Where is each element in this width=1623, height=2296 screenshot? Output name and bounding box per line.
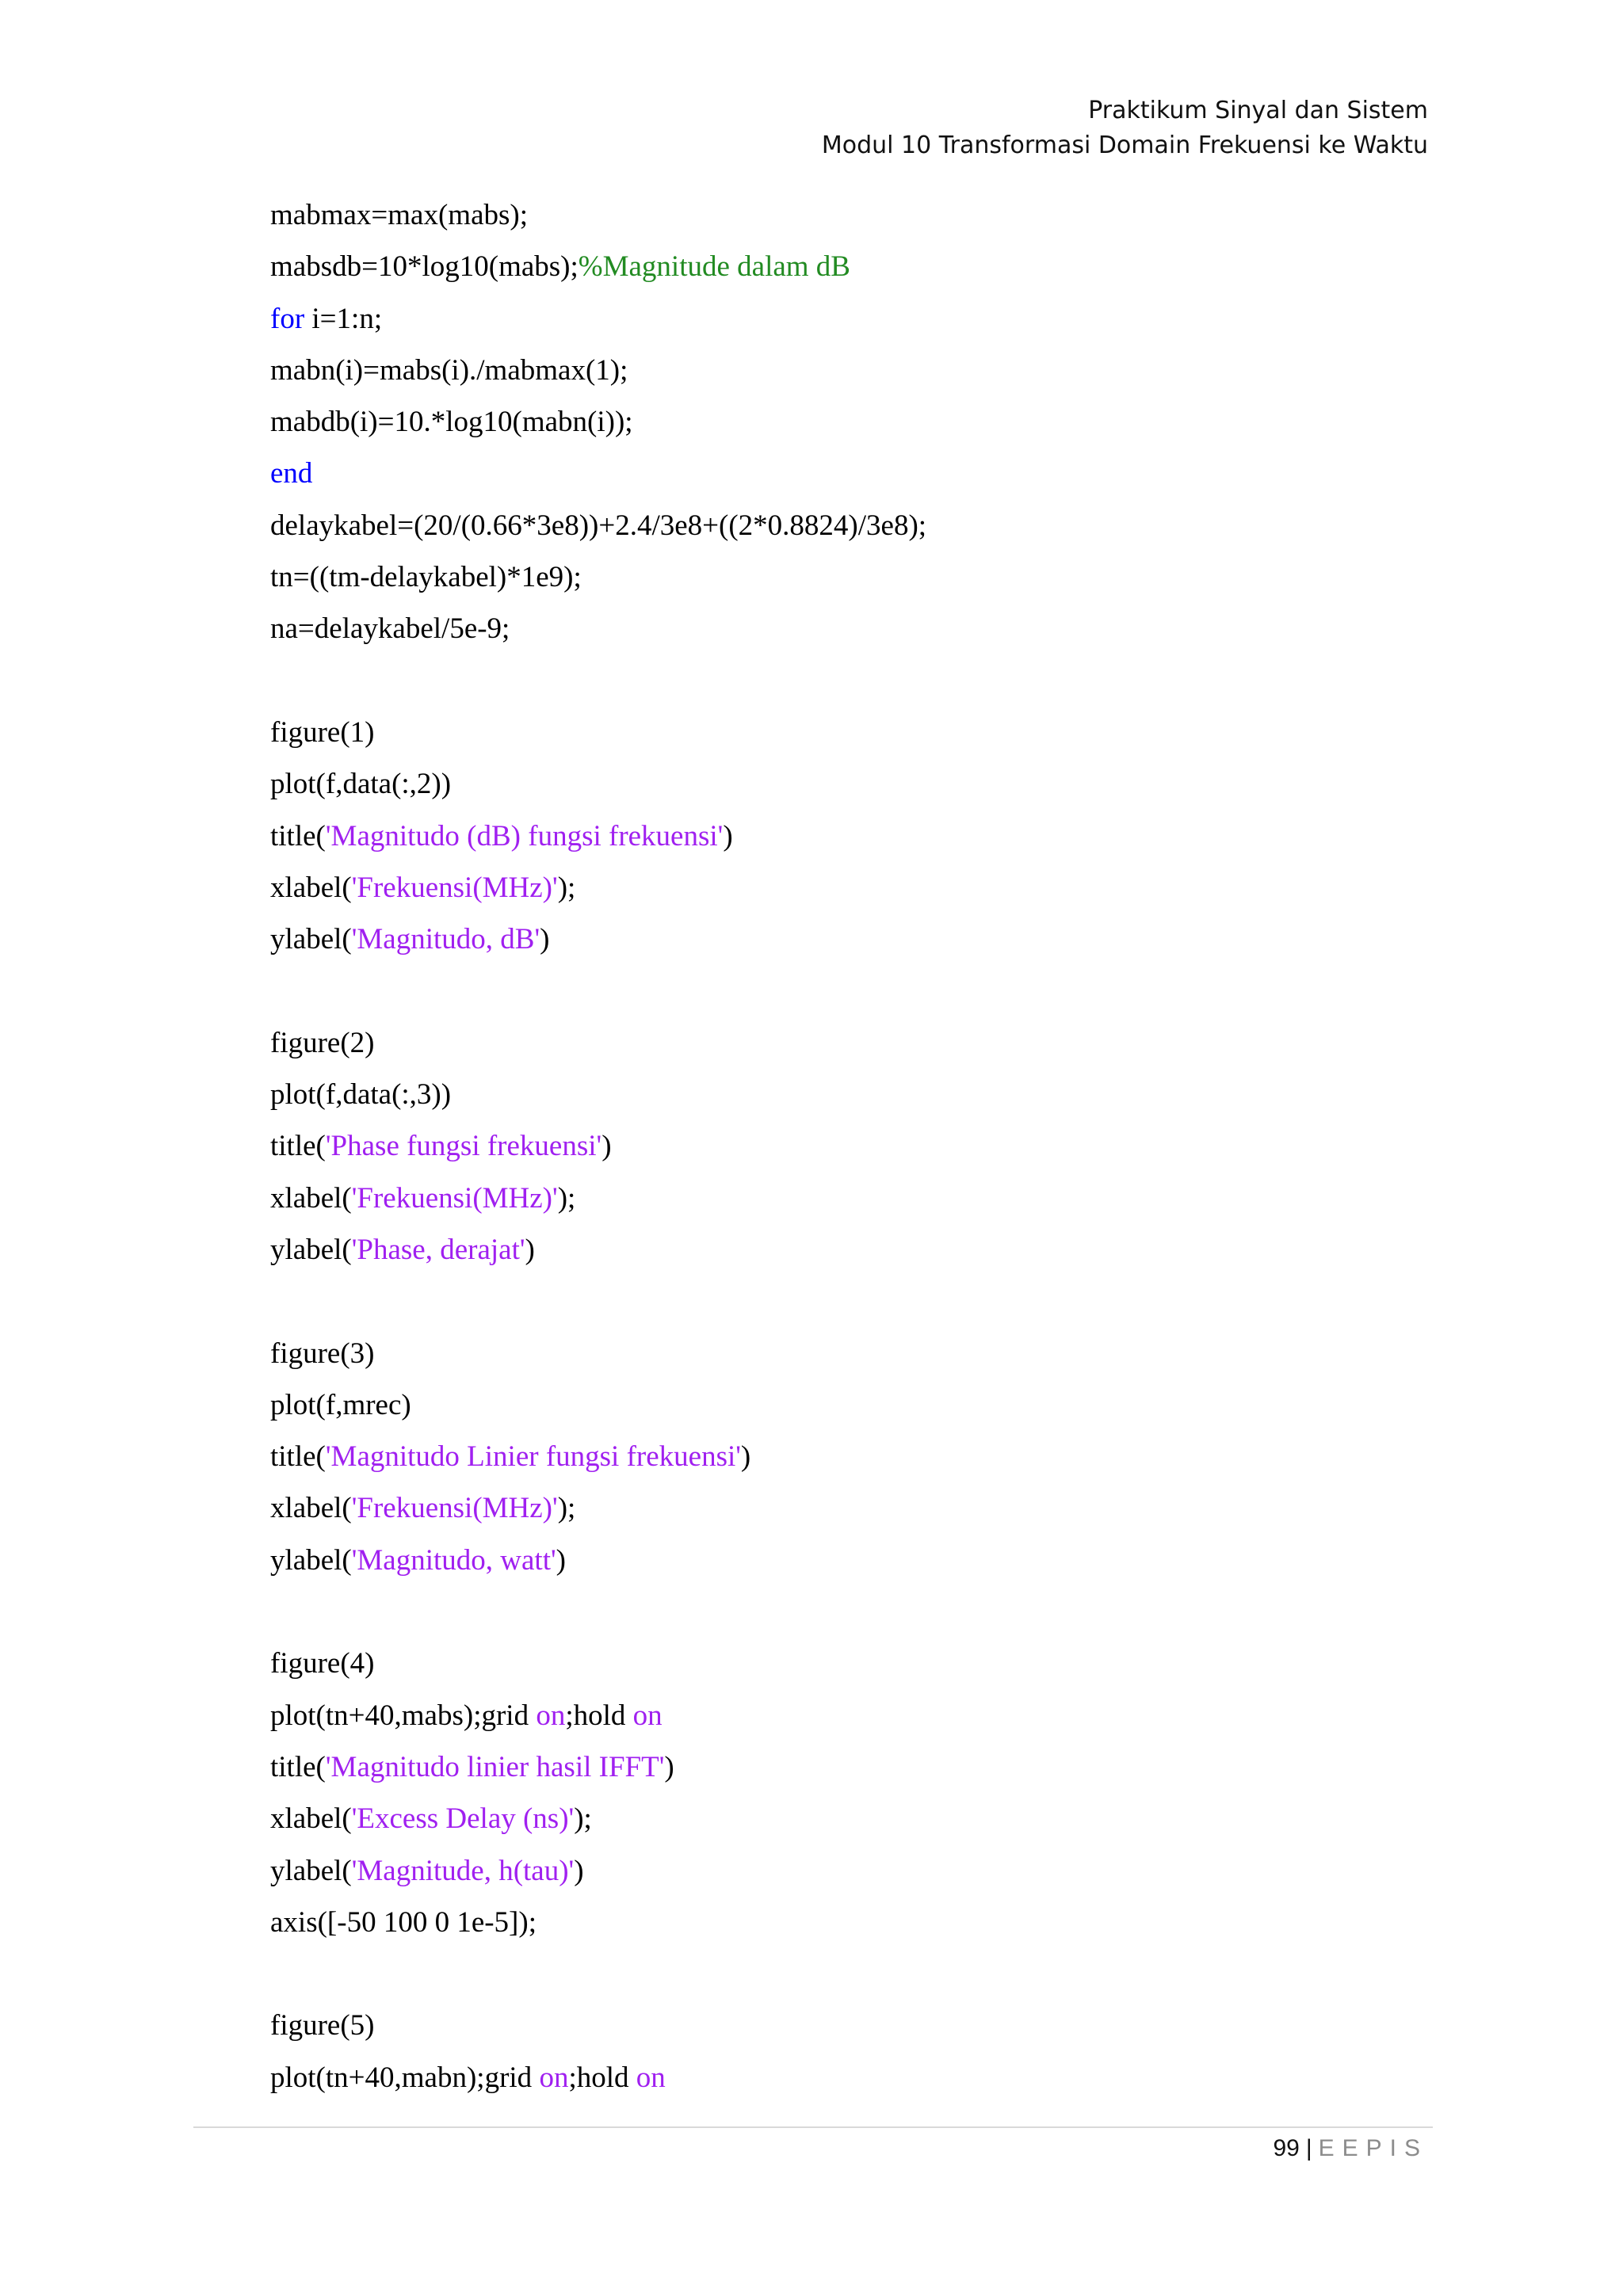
code-line xyxy=(270,1848,1459,1899)
code-text: figure(2) xyxy=(270,1026,375,1059)
code-text: ylabel( xyxy=(270,923,352,956)
code-line xyxy=(270,347,1459,399)
code-text: i=1:n; xyxy=(304,302,383,335)
code-text: ) xyxy=(525,1233,535,1266)
code-string: 'Magnitudo Linier fungsi frekuensi' xyxy=(325,1440,741,1474)
code-line xyxy=(270,1175,1459,1226)
code-line xyxy=(270,709,1459,761)
code-text: ylabel( xyxy=(270,1233,352,1266)
code-text: ) xyxy=(664,1750,674,1783)
code-string: 'Excess Delay (ns)' xyxy=(351,1802,575,1836)
code-text: mabmax=max(mabs); xyxy=(270,199,528,231)
code-text: mabsdb=10*log10(mabs); xyxy=(270,250,579,284)
code-text: xlabel( xyxy=(270,871,352,904)
code-text: ) xyxy=(723,819,733,852)
page-header xyxy=(822,93,1428,163)
code-text: xlabel( xyxy=(270,1802,352,1836)
code-text: ); xyxy=(557,871,576,904)
blank-line xyxy=(270,967,1459,1019)
code-line xyxy=(270,1485,1459,1536)
footer-separator: | xyxy=(1305,2135,1312,2161)
code-string: 'Magnitude, h(tau)' xyxy=(351,1854,575,1887)
blank-line xyxy=(270,658,1459,709)
blank-line xyxy=(270,1278,1459,1329)
code-line xyxy=(270,2002,1459,2054)
code-text: ) xyxy=(740,1440,751,1474)
code-line xyxy=(270,450,1459,502)
code-text: ;hold xyxy=(565,1699,633,1732)
code-text: ); xyxy=(557,1181,576,1215)
footer-divider xyxy=(193,2126,1433,2128)
code-text: ;hold xyxy=(568,2061,636,2094)
code-keyword: end xyxy=(270,457,313,490)
code-line xyxy=(270,1744,1459,1795)
code-text: plot(f,mrec) xyxy=(270,1388,411,1421)
page-number: 99 xyxy=(1273,2135,1300,2161)
code-listing xyxy=(270,192,1459,2106)
footer-brand: EEPIS xyxy=(1318,2135,1428,2161)
code-text: plot(tn+40,mabs);grid xyxy=(270,1699,537,1732)
code-line xyxy=(270,502,1459,554)
code-string: 'Frekuensi(MHz)' xyxy=(351,1181,558,1215)
page-footer xyxy=(1273,2131,1428,2166)
code-text: title( xyxy=(270,819,326,852)
code-line xyxy=(270,296,1459,347)
code-text: mabn(i)=mabs(i)./mabmax(1); xyxy=(270,353,628,387)
code-line xyxy=(270,192,1459,243)
code-line xyxy=(270,813,1459,864)
code-string: on xyxy=(536,1699,566,1732)
code-line xyxy=(270,605,1459,657)
code-string: on xyxy=(539,2061,569,2094)
code-text: figure(5) xyxy=(270,2009,375,2042)
code-text: mabdb(i)=10.*log10(mabn(i)); xyxy=(270,406,633,439)
code-string: 'Phase, derajat' xyxy=(351,1233,525,1266)
code-text: ) xyxy=(556,1543,566,1577)
code-text: tn=((tm-delaykabel)*1e9); xyxy=(270,561,582,594)
code-text: figure(1) xyxy=(270,715,375,749)
code-line xyxy=(270,399,1459,450)
code-line xyxy=(270,1692,1459,1744)
code-line xyxy=(270,1899,1459,1951)
code-string: 'Phase fungsi frekuensi' xyxy=(325,1130,602,1163)
code-text: figure(3) xyxy=(270,1337,375,1370)
code-line xyxy=(270,916,1459,967)
code-text: plot(tn+40,mabn);grid xyxy=(270,2061,540,2094)
code-text: ) xyxy=(574,1854,584,1887)
header-module-title: Modul 10 Transformasi Domain Frekuensi ke Waktu xyxy=(821,132,1428,159)
code-string: on xyxy=(632,1699,663,1732)
code-text: title( xyxy=(270,1130,326,1163)
code-line xyxy=(270,1330,1459,1382)
code-line xyxy=(270,1537,1459,1589)
code-string: 'Magnitudo linier hasil IFFT' xyxy=(325,1750,665,1783)
code-line xyxy=(270,1123,1459,1174)
code-text: figure(4) xyxy=(270,1647,375,1680)
code-line xyxy=(270,554,1459,605)
code-text: plot(f,data(:,2)) xyxy=(270,768,452,801)
code-line xyxy=(270,1382,1459,1433)
code-text: title( xyxy=(270,1750,326,1783)
code-line xyxy=(270,1795,1459,1847)
code-line xyxy=(270,1071,1459,1123)
code-string: 'Frekuensi(MHz)' xyxy=(351,871,558,904)
code-text: plot(f,data(:,3)) xyxy=(270,1078,452,1112)
code-line xyxy=(270,864,1459,916)
code-text: delaykabel=(20/(0.66*3e8))+2.4/3e8+((2*0.8824)/3e8); xyxy=(270,509,927,542)
code-string: 'Magnitudo, watt' xyxy=(351,1543,556,1577)
code-text: title( xyxy=(270,1440,326,1474)
code-line xyxy=(270,2054,1459,2106)
code-text: axis([-50 100 0 1e-5]); xyxy=(270,1905,537,1939)
code-string: 'Magnitudo (dB) fungsi frekuensi' xyxy=(325,819,724,852)
code-line xyxy=(270,1226,1459,1278)
code-text: ); xyxy=(574,1802,592,1836)
code-text: ylabel( xyxy=(270,1543,352,1577)
code-line xyxy=(270,243,1459,295)
code-line xyxy=(270,761,1459,812)
code-string: 'Frekuensi(MHz)' xyxy=(351,1492,558,1525)
code-text: na=delaykabel/5e-9; xyxy=(270,612,510,646)
code-text: xlabel( xyxy=(270,1492,352,1525)
code-comment: %Magnitude dalam dB xyxy=(578,250,850,284)
code-text: xlabel( xyxy=(270,1181,352,1215)
code-line xyxy=(270,1020,1459,1071)
code-text: ) xyxy=(601,1130,612,1163)
code-string: on xyxy=(636,2061,666,2094)
code-text: ylabel( xyxy=(270,1854,352,1887)
code-text: ); xyxy=(557,1492,576,1525)
code-keyword: for xyxy=(270,302,305,335)
code-line xyxy=(270,1640,1459,1691)
header-course-title: Praktikum Sinyal dan Sistem xyxy=(1088,97,1428,124)
code-line xyxy=(270,1433,1459,1485)
code-text: ) xyxy=(540,923,550,956)
blank-line xyxy=(270,1951,1459,2002)
blank-line xyxy=(270,1589,1459,1640)
code-string: 'Magnitudo, dB' xyxy=(351,923,540,956)
